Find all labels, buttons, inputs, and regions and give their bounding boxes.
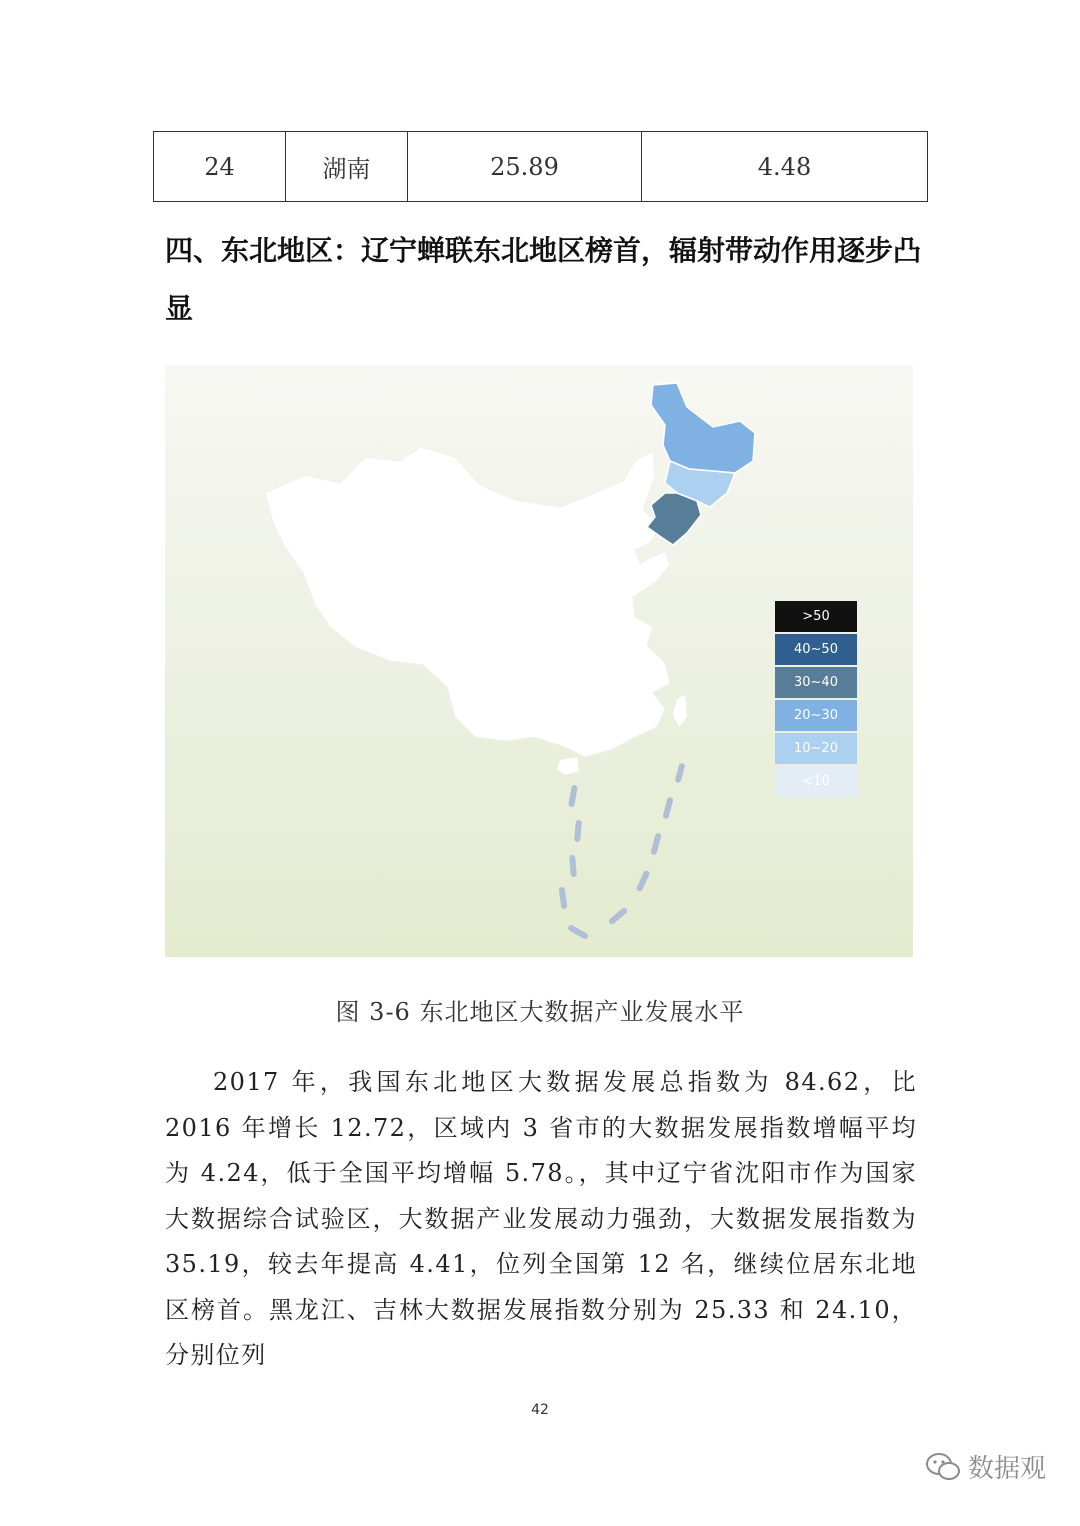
body-paragraph [165,1060,917,1379]
legend-item: 40~50 [775,634,857,665]
legend-item: >50 [775,601,857,632]
watermark [926,1448,1046,1485]
ranking-table-row [153,131,928,202]
page-number: 42 [531,1402,549,1418]
china-mainland [265,447,670,757]
northeast-map-figure [165,365,913,957]
taiwan-island [673,695,687,727]
rank-cell: 24 [154,132,286,202]
growth-cell: 4.48 [642,132,928,202]
section-heading: 四、东北地区：辽宁蝉联东北地区榜首，辐射带动作用逐步凸显 [165,234,922,325]
table-row [154,132,928,202]
map-legend [775,601,857,799]
legend-item: 10~20 [775,733,857,764]
index-cell: 25.89 [408,132,642,202]
heilongjiang-region [651,383,755,473]
legend-item: <10 [775,766,857,797]
wechat-icon [926,1452,960,1482]
paragraph-text: 2017 年，我国东北地区大数据发展总指数为 84.62，比 2016 年增长 12.72，区域内 3 省市的大数据发展指数增幅平均为 4.24，低于全国平均增幅 5.78。，其中辽宁省沈阳市作为国家大数据综合试验区，大数据产业发展动力强劲，大数据发展指数为 35.19，较去年提高 4.41，位列全国第 12 名，继续位居东北地区榜首。黑龙江、吉林大数据发展指数分别为 25.33 和 24.10，分别位列 [165,1068,917,1369]
watermark-text: 数据观 [968,1454,1047,1484]
legend-item: 20~30 [775,700,857,731]
province-cell: 湖南 [286,132,408,202]
legend-item: 30~40 [775,667,857,698]
liaoning-region [647,493,701,545]
hainan-island [557,757,579,775]
south-sea-boundary [558,763,685,941]
figure-caption: 图 3-6 东北地区大数据产业发展水平 [335,998,745,1026]
